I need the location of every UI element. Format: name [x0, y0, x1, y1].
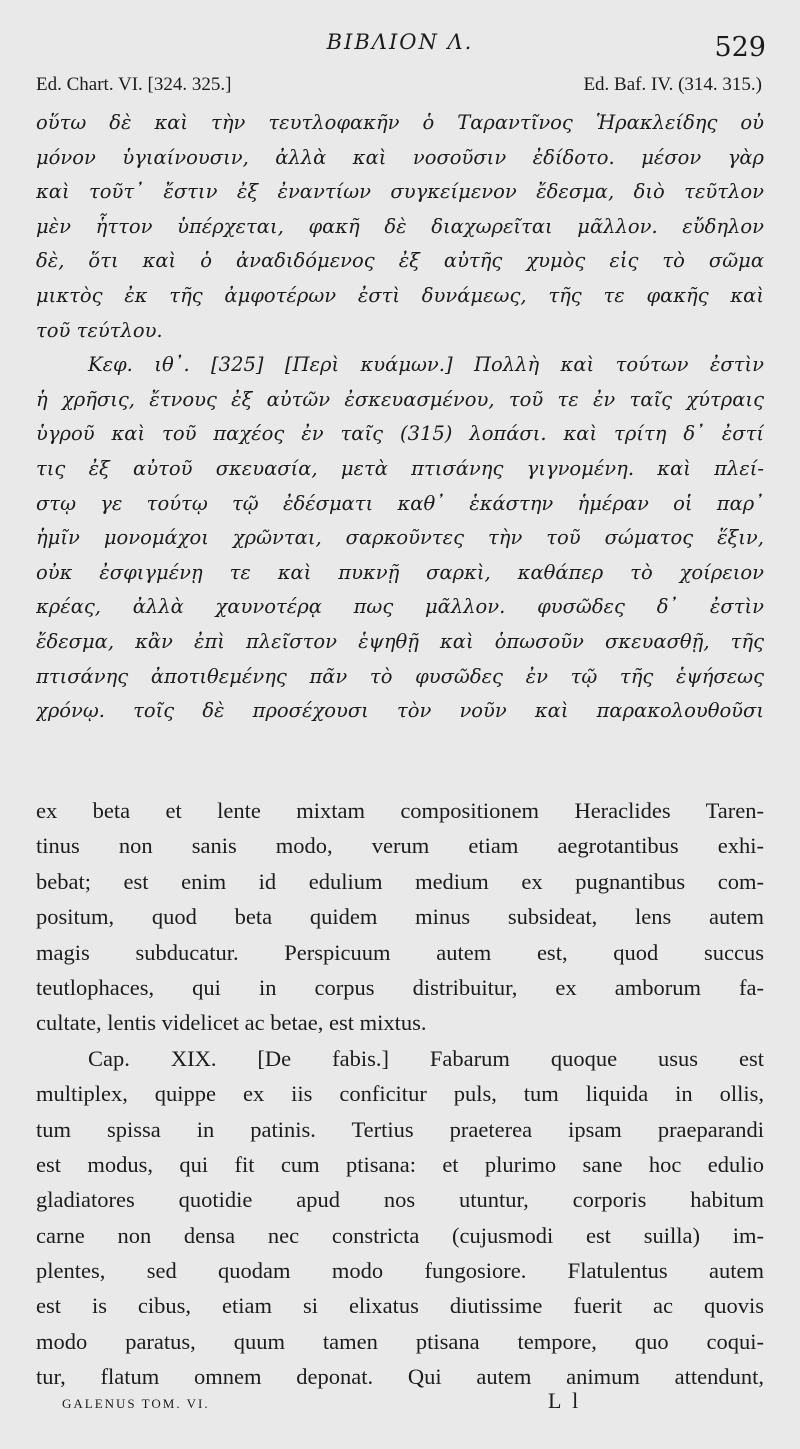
- greek-line: τις ἐξ αὐτοῦ σκευασία, μετὰ πτισάνης γιγνομένη. καὶ πλεί-: [36, 456, 764, 480]
- latin-line: plentes, sed quodam modo fungosiore. Flatulentus autem: [36, 1258, 764, 1284]
- latin-line: teutlophaces, qui in corpus distribuitur, ex amborum fa-: [36, 974, 764, 1000]
- latin-line: positum, quod beta quidem minus subsideat, lens autem: [36, 904, 764, 930]
- greek-line: ἡμῖν μονομάχοι χρῶνται, σαρκοῦντες τὴν τοῦ σώματος ἕξιν,: [36, 526, 764, 550]
- greek-line: οὕτω δὲ καὶ τὴν τευτλοφακῆν ὁ Ταραντῖνος Ἡρακλείδης οὐ: [36, 111, 764, 134]
- latin-line: tinus non sanis modo, verum etiam aegrotantibus exhi-: [36, 833, 764, 859]
- latin-line: magis subducatur. Perspicuum autem est, quod succus: [36, 939, 764, 965]
- greek-line: δὲ, ὅτι καὶ ὁ ἀναδιδόμενος ἐξ αὐτῆς χυμὸς εἰς τὸ σῶμα: [36, 249, 764, 273]
- latin-chapter-heading-line: Cap. XIX. [De fabis.] Fabarum quoque usus est: [88, 1045, 764, 1071]
- latin-line: multiplex, quippe ex iis conficitur puls, tum liquida in ollis,: [36, 1081, 764, 1107]
- greek-line: ἔδεσμα, κἂν ἐπὶ πλεῖστον ἑψηθῇ καὶ ὁπωσοῦν σκευασθῇ, τῆς: [36, 629, 764, 653]
- greek-line: κρέας, ἀλλὰ χαυνοτέρᾳ πως μᾶλλον. φυσῶδες δ᾽ ἐστὶν: [36, 595, 764, 619]
- edition-reference-chartier: Ed. Chart. VI. [324. 325.]: [36, 74, 232, 95]
- latin-line: cultate, lentis videlicet ac betae, est mixtus.: [36, 1010, 427, 1036]
- greek-line: μικτὸς ἐκ τῆς ἀμφοτέρων ἐστὶ δυνάμεως, τῆς τε φακῆς καὶ: [36, 283, 764, 307]
- latin-line: est is cibus, etiam si elixatus diutissime fuerit ac quovis: [36, 1293, 764, 1319]
- latin-line: carne non densa nec constricta (cujusmodi est suilla) im-: [36, 1222, 764, 1248]
- greek-chapter-heading-line: Κεφ. ιθ᾽. [325] [Περὶ κυάμων.] Πολλὴ καὶ τούτων ἐστὶν: [88, 353, 764, 377]
- footer-signature: GALENUS TOM. VI.: [62, 1396, 210, 1411]
- greek-line: καὶ τοῦτ᾽ ἔστιν ἐξ ἐναντίων συγκείμενον ἔδεσμα, διὸ τεῦτλον: [36, 180, 764, 204]
- page-number: 529: [714, 32, 766, 63]
- footer-gathering-mark: L l: [548, 1388, 582, 1413]
- latin-line: tur, flatum omnem deponat. Qui autem animum attendunt,: [36, 1364, 764, 1390]
- latin-line: ex beta et lente mixtam compositionem Heraclides Taren-: [36, 798, 764, 823]
- greek-line: χρόνῳ. τοῖς δὲ προσέχουσι τὸν νοῦν καὶ παρακολουθοῦσι: [36, 699, 764, 723]
- latin-line: bebat; est enim id edulium medium ex pugnantibus com-: [36, 868, 764, 894]
- greek-line: μόνον ὑγιαίνουσιν, ἀλλὰ καὶ νοσοῦσιν ἐδίδοτο. μέσον γὰρ: [36, 145, 764, 169]
- latin-line: tum spissa in patinis. Tertius praeterea ipsam praeparandi: [36, 1116, 764, 1142]
- running-title: BIBΛΙΟΝ Λ.: [326, 30, 474, 54]
- greek-line: στῳ γε τούτῳ τῷ ἐδέσματι καθ᾽ ἑκάστην ἡμέραν οἱ παρ᾽: [36, 491, 764, 515]
- greek-line: οὐκ ἐσφιγμένῃ τε καὶ πυκνῇ σαρκὶ, καθάπερ τὸ χοίρειον: [36, 560, 764, 584]
- greek-line: μὲν ἧττον ὑπέρχεται, φακῆ δὲ διαχωρεῖται μᾶλλον. εὔδηλον: [36, 214, 764, 238]
- greek-line: ἡ χρῆσις, ἔτνους ἐξ αὐτῶν ἐσκευασμένου, τοῦ τε ἐν ταῖς χύτραις: [36, 387, 764, 411]
- greek-line: ὑγροῦ καὶ τοῦ παχέος ἐν ταῖς (315) λοπάσι. καὶ τρίτη δ᾽ ἐστί: [36, 422, 764, 446]
- greek-line: τοῦ τεύτλου.: [36, 318, 163, 342]
- latin-line: modo paratus, quum tamen ptisana tempore, quo coqui-: [36, 1328, 764, 1354]
- greek-text-block: [36, 106, 764, 729]
- latin-line: est modus, qui fit cum ptisana: et plurimo sane hoc edulio: [36, 1151, 764, 1177]
- edition-reference-basel: Ed. Baf. IV. (314. 315.): [583, 74, 762, 95]
- latin-text-block: [36, 793, 764, 1395]
- latin-line: gladiatores quotidie apud nos utuntur, corporis habitum: [36, 1187, 764, 1213]
- greek-line: πτισάνης ἀποτιθεμένης πᾶν τὸ φυσῶδες ἐν τῷ τῆς ἑψήσεως: [36, 664, 764, 688]
